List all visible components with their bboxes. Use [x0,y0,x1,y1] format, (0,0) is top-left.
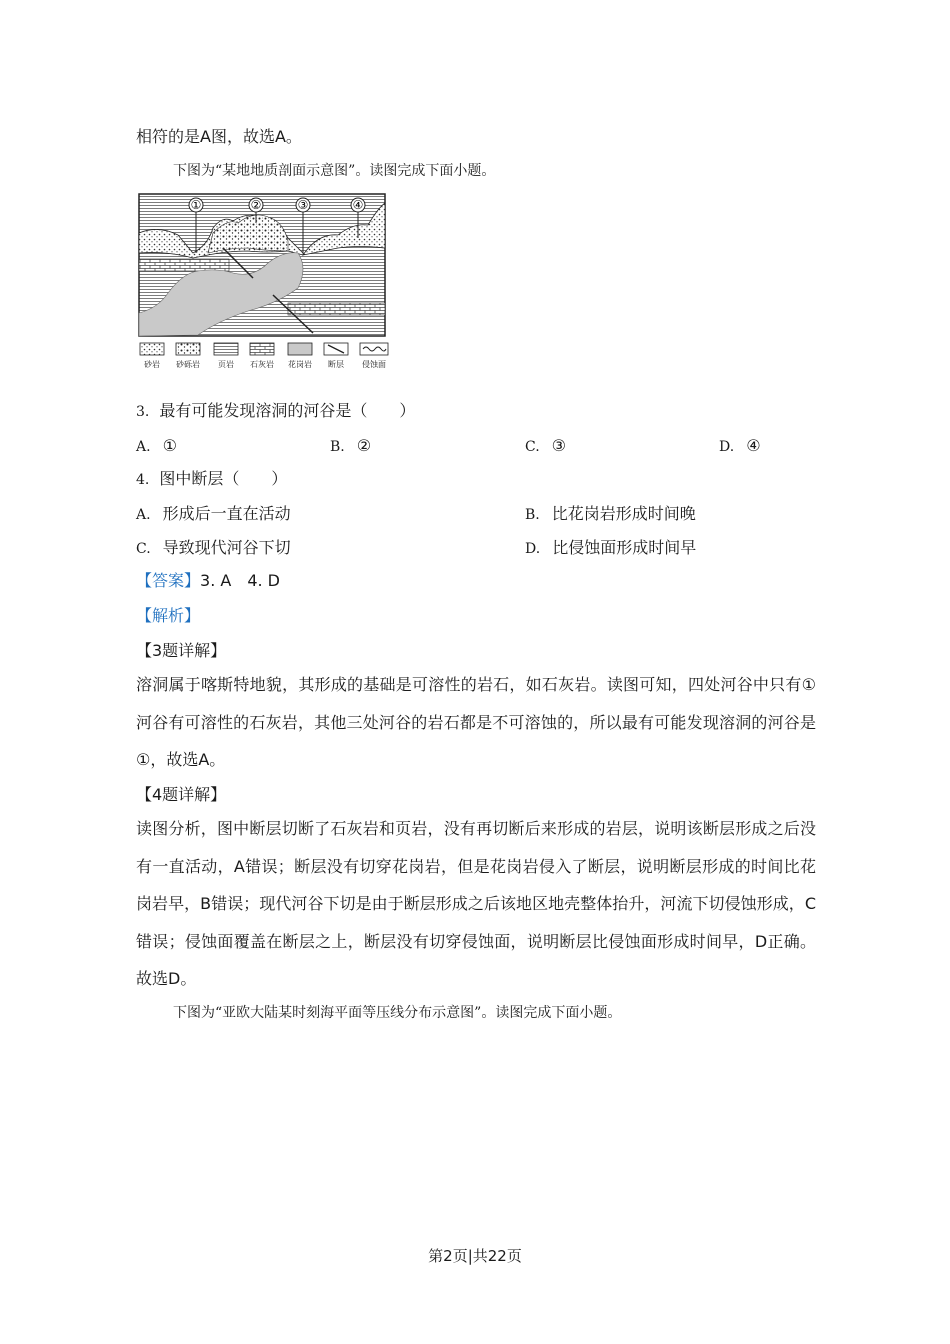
answer-line: 【答案】3. A 4. D [136,571,280,590]
option-a: A. ① [136,436,177,455]
q4-detail-label: 【4题详解】 [136,785,227,804]
option-b: B. 比花岗岩形成时间晚 [525,504,696,523]
option-d: D. 比侵蚀面形成时间早 [525,538,697,557]
geologic-section-diagram [138,193,394,373]
q3-detail-text: 溶洞属于喀斯特地貌，其形成的基础是可溶性的岩石，如石灰岩。读图可知，四处河谷中只有①河谷有可溶性的石灰岩，其他三处河谷的岩石都是不可溶蚀的，所以最有可能发现溶洞的河谷是①，故选A。 [136,675,816,769]
option-b: B. ② [330,436,372,455]
legend-label: 页岩 [218,360,234,369]
option-c: C. 导致现代河谷下切 [136,538,291,557]
svg-text:②: ② [250,198,262,212]
answer-label: 【答案】 [136,571,201,590]
svg-text:①: ① [190,198,202,212]
legend-label: 花岗岩 [288,360,312,369]
legend-label: 石灰岩 [250,360,274,369]
question-intro: 下图为“亚欧大陆某时刻海平面等压线分布示意图”。读图完成下面小题。 [173,1005,622,1021]
option-a: A. 形成后一直在活动 [136,504,291,523]
legend-label: 砂岩 [144,360,160,369]
svg-text:④: ④ [352,198,364,212]
question-3: 3. 最有可能发现溶洞的河谷是（ ） [136,401,416,420]
legend-label: 侵蚀面 [362,360,386,369]
page-footer: 第2页|共22页 [428,1247,522,1265]
q4-detail-text: 读图分析，图中断层切断了石灰岩和页岩，没有再切断后来形成的岩层，说明该断层形成之后没有一直活动，A错误；断层没有切穿花岗岩，但是花岗岩侵入了断层，说明断层形成的时间比花岗岩早，B错误；现代河谷下切是由于断层形成之后该地区地壳整体抬升，河流下切侵蚀形成，C错误；侵蚀面覆盖在断层之上，断层没有切穿侵蚀面，说明断层比侵蚀面形成时间早，D正确。故选D。 [136,819,816,988]
q3-detail-label: 【3题详解】 [136,641,227,660]
option-c: C. ③ [525,436,567,455]
legend-label: 断层 [328,360,344,369]
analysis-label: 【解析】 [136,606,201,625]
option-d: D. ④ [719,436,761,455]
question-4: 4. 图中断层（ ） [136,469,288,488]
text-line: 相符的是A图，故选A。 [136,127,302,146]
svg-text:③: ③ [297,198,309,212]
question-intro: 下图为“某地地质剖面示意图”。读图完成下面小题。 [173,163,496,179]
legend-label: 砂砾岩 [176,360,200,369]
